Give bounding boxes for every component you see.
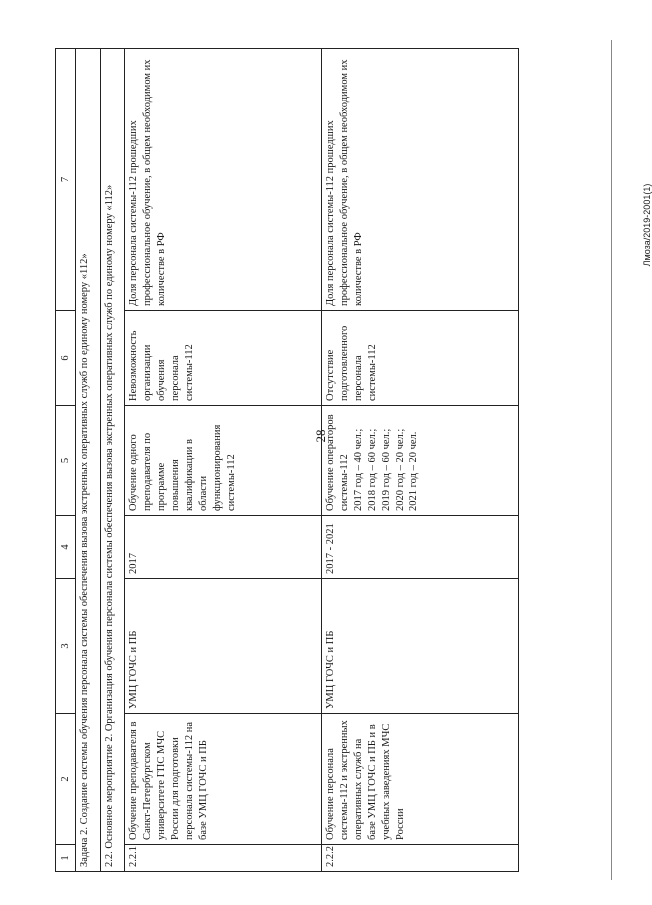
header-cell: 7 xyxy=(56,49,76,311)
executor: УМЦ ГОЧС и ПБ xyxy=(125,579,322,714)
measure-title: 2.2. Основное мероприятие 2. Организация обучения персонала системы обеспечения вызова экстренных оперативных служб по единому номеру «112» xyxy=(100,49,125,872)
rotated-table-wrapper xyxy=(55,48,519,872)
period: 2017 xyxy=(125,516,322,579)
binding-edge-rule xyxy=(611,40,612,880)
row-number: 2.2.1 xyxy=(125,845,322,872)
expected-result xyxy=(322,406,519,516)
result-line: 2021 год – 20 чел. xyxy=(408,431,420,511)
executor: УМЦ ГОЧС и ПБ xyxy=(322,579,519,714)
indicator: Доля персонала системы-112 прошедших профессиональное обучение, в общем необходимом их количестве в РФ xyxy=(125,49,322,311)
result-line: 2017 год – 40 чел.; xyxy=(352,428,364,511)
header-cell: 2 xyxy=(56,714,76,845)
result-line: Обучение операторов системы-112 xyxy=(325,414,351,511)
result-line: 2020 год – 20 чел.; xyxy=(394,428,406,511)
consequence: Невозможность организации обучения персонала системы-112 xyxy=(125,311,322,406)
row-number: 2.2.2 xyxy=(322,845,519,872)
indicator: Доля персонала системы-112 прошедших профессиональное обучение, в общем необходимом их количестве в РФ xyxy=(322,49,519,311)
table-row xyxy=(125,49,322,872)
header-cell: 4 xyxy=(56,516,76,579)
result-line: 2018 год – 60 чел.; xyxy=(366,428,378,511)
expected-result: Обучение одного преподавателя по программе повышения квалификации в области функционирования системы-112 xyxy=(125,406,322,516)
document-stamp: Лмоза/2019-2001(1) xyxy=(642,183,652,267)
program-table xyxy=(55,48,519,872)
header-cell: 3 xyxy=(56,579,76,714)
task-title: Задача 2. Создание системы обучения персонала системы обеспечения вызова экстренных оперативных служб по единому номеру «112» xyxy=(76,49,101,872)
header-cell: 5 xyxy=(56,406,76,516)
header-cell: 1 xyxy=(56,845,76,872)
header-cell: 6 xyxy=(56,311,76,406)
consequence: Отсутствие подготовленного персонала системы-112 xyxy=(322,311,519,406)
table-row xyxy=(322,49,519,872)
result-line: 2019 год – 60 чел.; xyxy=(380,428,392,511)
period: 2017 - 2021 xyxy=(322,516,519,579)
page-number: 28 xyxy=(313,429,328,443)
activity-name: Обучение преподавателя в Санкт-Петербургском университете ГПС МЧС России для подготовки персонала системы-112 на базе УМЦ ГОЧС и ПБ xyxy=(125,714,322,845)
measure-row xyxy=(100,49,125,872)
activity-name: Обучение персонала системы-112 и экстренных оперативных служб на базе УМЦ ГОЧС и ПБ и в учебных заведениях МЧС России xyxy=(322,714,519,845)
task-row xyxy=(76,49,101,872)
header-row xyxy=(56,49,76,872)
